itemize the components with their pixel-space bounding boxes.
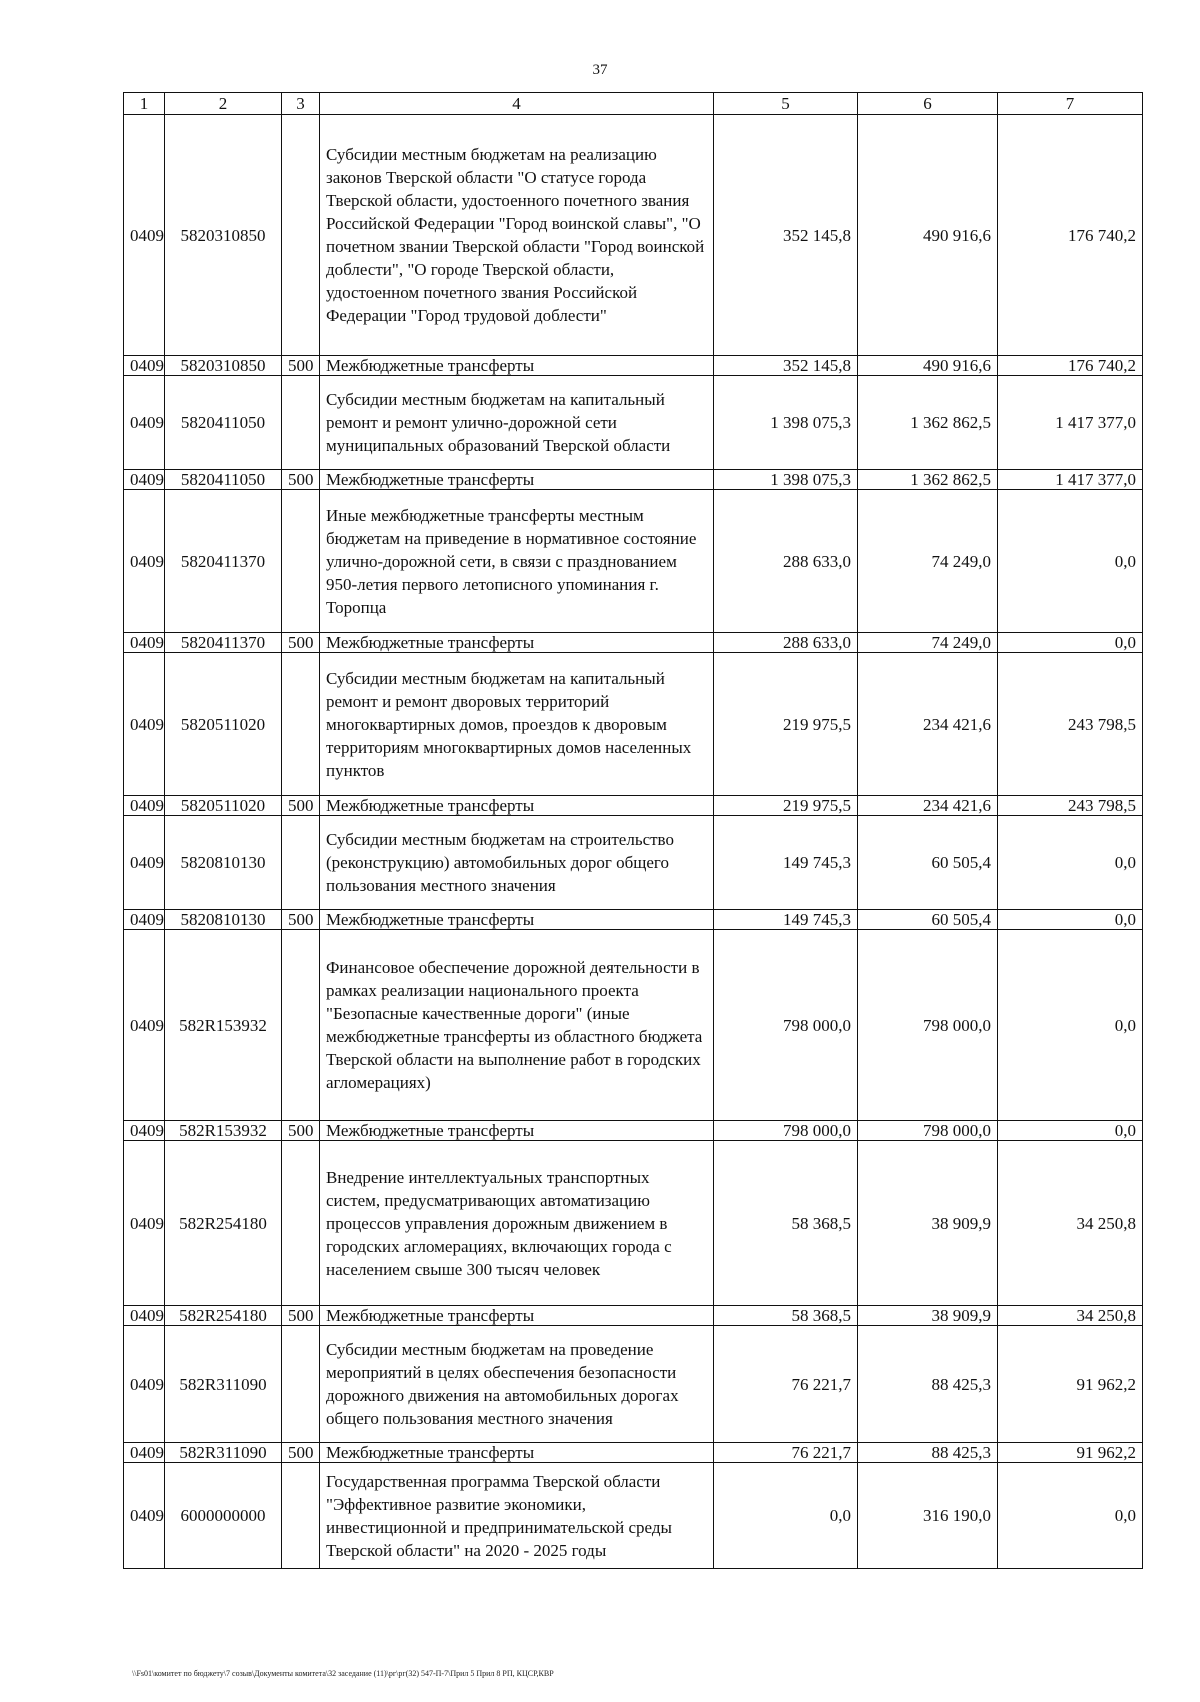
cell-amount-5: 76 221,7 bbox=[714, 1443, 858, 1463]
table-row bbox=[124, 115, 1143, 356]
table-row bbox=[124, 1121, 1143, 1141]
cell-amount-7: 176 740,2 bbox=[998, 356, 1143, 376]
cell-expense-type: 500 bbox=[282, 796, 320, 816]
table-row bbox=[124, 816, 1143, 910]
cell-expense-type bbox=[282, 376, 320, 470]
cell-name: Субсидии местным бюджетам на капитальный ремонт и ремонт дворовых территорий многоквартирных домов, проездов к дворовым территориям многоквартирных домов населенных пунктов bbox=[320, 653, 714, 796]
cell-name: Финансовое обеспечение дорожной деятельности в рамках реализации национального проекта "Безопасные качественные дороги" (иные межбюджетные трансферты из областного бюджета Тверской области на выполнение работ в городских агломерациях) bbox=[320, 930, 714, 1121]
cell-name: Государственная программа Тверской области "Эффективное развитие экономики, инвестиционной и предпринимательской среды Тверской области" на 2020 - 2025 годы bbox=[320, 1463, 714, 1569]
col-header-3: 3 bbox=[282, 93, 320, 115]
cell-name: Иные межбюджетные трансферты местным бюджетам на приведение в нормативное состояние улично-дорожной сети, в связи с празднованием 950-летия первого летописного упоминания г. Торопца bbox=[320, 490, 714, 633]
cell-amount-5: 149 745,3 bbox=[714, 910, 858, 930]
cell-amount-5: 1 398 075,3 bbox=[714, 470, 858, 490]
table-row bbox=[124, 1141, 1143, 1306]
cell-name: Внедрение интеллектуальных транспортных систем, предусматривающих автоматизацию процессов управления дорожным движением в городских агломерациях, включающих города с населением свыше 300 тысяч человек bbox=[320, 1141, 714, 1306]
cell-name: Межбюджетные трансферты bbox=[320, 356, 714, 376]
table-row bbox=[124, 1306, 1143, 1326]
cell-name: Субсидии местным бюджетам на строительство (реконструкцию) автомобильных дорог общего пользования местного значения bbox=[320, 816, 714, 910]
cell-section: 0409 bbox=[124, 1141, 165, 1306]
cell-section: 0409 bbox=[124, 796, 165, 816]
cell-section: 0409 bbox=[124, 1443, 165, 1463]
cell-target-article: 582R311090 bbox=[165, 1326, 282, 1443]
cell-name: Субсидии местным бюджетам на проведение мероприятий в целях обеспечения безопасности дорожного движения на автомобильных дорогах общего пользования местного значения bbox=[320, 1326, 714, 1443]
cell-expense-type bbox=[282, 653, 320, 796]
cell-amount-6: 490 916,6 bbox=[858, 115, 998, 356]
cell-name: Межбюджетные трансферты bbox=[320, 1121, 714, 1141]
cell-target-article: 582R254180 bbox=[165, 1141, 282, 1306]
cell-amount-5: 288 633,0 bbox=[714, 633, 858, 653]
cell-amount-5: 352 145,8 bbox=[714, 356, 858, 376]
cell-name: Межбюджетные трансферты bbox=[320, 1306, 714, 1326]
cell-amount-6: 88 425,3 bbox=[858, 1326, 998, 1443]
cell-amount-7: 0,0 bbox=[998, 816, 1143, 910]
table-row bbox=[124, 470, 1143, 490]
cell-target-article: 582R153932 bbox=[165, 930, 282, 1121]
cell-name: Субсидии местным бюджетам на капитальный ремонт и ремонт улично-дорожной сети муниципальных образований Тверской области bbox=[320, 376, 714, 470]
cell-expense-type bbox=[282, 115, 320, 356]
cell-section: 0409 bbox=[124, 356, 165, 376]
cell-expense-type: 500 bbox=[282, 356, 320, 376]
cell-expense-type: 500 bbox=[282, 1443, 320, 1463]
cell-amount-5: 219 975,5 bbox=[714, 796, 858, 816]
cell-amount-7: 176 740,2 bbox=[998, 115, 1143, 356]
cell-section: 0409 bbox=[124, 1121, 165, 1141]
cell-amount-6: 38 909,9 bbox=[858, 1141, 998, 1306]
cell-amount-5: 288 633,0 bbox=[714, 490, 858, 633]
cell-target-article: 582R153932 bbox=[165, 1121, 282, 1141]
cell-amount-5: 0,0 bbox=[714, 1463, 858, 1569]
cell-amount-7: 243 798,5 bbox=[998, 796, 1143, 816]
cell-target-article: 5820810130 bbox=[165, 910, 282, 930]
cell-section: 0409 bbox=[124, 653, 165, 796]
cell-name: Межбюджетные трансферты bbox=[320, 796, 714, 816]
cell-amount-7: 243 798,5 bbox=[998, 653, 1143, 796]
cell-amount-7: 91 962,2 bbox=[998, 1443, 1143, 1463]
cell-amount-6: 1 362 862,5 bbox=[858, 376, 998, 470]
cell-expense-type: 500 bbox=[282, 633, 320, 653]
budget-table bbox=[123, 92, 1143, 1569]
cell-amount-5: 219 975,5 bbox=[714, 653, 858, 796]
cell-target-article: 582R254180 bbox=[165, 1306, 282, 1326]
col-header-2: 2 bbox=[165, 93, 282, 115]
footer-file-path: \\Fs01\комитет по бюджету\7 созыв\Документы комитета\32 заседание (11)\рг\рг(32) 547-П-7\Прил 5 Прил 8 РП, КЦСР,КВР bbox=[132, 1669, 554, 1678]
cell-amount-7: 0,0 bbox=[998, 633, 1143, 653]
cell-amount-6: 798 000,0 bbox=[858, 930, 998, 1121]
cell-expense-type: 500 bbox=[282, 1121, 320, 1141]
table-row bbox=[124, 633, 1143, 653]
table-row bbox=[124, 910, 1143, 930]
cell-amount-6: 60 505,4 bbox=[858, 910, 998, 930]
cell-amount-6: 88 425,3 bbox=[858, 1443, 998, 1463]
cell-target-article: 5820511020 bbox=[165, 796, 282, 816]
cell-section: 0409 bbox=[124, 115, 165, 356]
cell-target-article: 5820411370 bbox=[165, 490, 282, 633]
cell-name: Межбюджетные трансферты bbox=[320, 633, 714, 653]
cell-expense-type: 500 bbox=[282, 910, 320, 930]
cell-amount-6: 74 249,0 bbox=[858, 633, 998, 653]
header-row bbox=[124, 93, 1143, 115]
cell-expense-type bbox=[282, 816, 320, 910]
table-row bbox=[124, 1443, 1143, 1463]
cell-expense-type bbox=[282, 1463, 320, 1569]
cell-section: 0409 bbox=[124, 490, 165, 633]
cell-name: Межбюджетные трансферты bbox=[320, 1443, 714, 1463]
cell-amount-7: 0,0 bbox=[998, 930, 1143, 1121]
cell-amount-6: 74 249,0 bbox=[858, 490, 998, 633]
cell-target-article: 5820810130 bbox=[165, 816, 282, 910]
cell-amount-7: 34 250,8 bbox=[998, 1141, 1143, 1306]
cell-target-article: 5820310850 bbox=[165, 356, 282, 376]
table-row bbox=[124, 1463, 1143, 1569]
cell-section: 0409 bbox=[124, 1463, 165, 1569]
cell-amount-5: 149 745,3 bbox=[714, 816, 858, 910]
table-row bbox=[124, 376, 1143, 470]
cell-amount-7: 1 417 377,0 bbox=[998, 376, 1143, 470]
table-row bbox=[124, 796, 1143, 816]
cell-amount-7: 34 250,8 bbox=[998, 1306, 1143, 1326]
cell-section: 0409 bbox=[124, 930, 165, 1121]
cell-amount-7: 0,0 bbox=[998, 490, 1143, 633]
cell-amount-6: 38 909,9 bbox=[858, 1306, 998, 1326]
cell-target-article: 582R311090 bbox=[165, 1443, 282, 1463]
cell-amount-7: 0,0 bbox=[998, 910, 1143, 930]
cell-amount-5: 1 398 075,3 bbox=[714, 376, 858, 470]
cell-section: 0409 bbox=[124, 1306, 165, 1326]
cell-target-article: 5820411050 bbox=[165, 470, 282, 490]
col-header-6: 6 bbox=[858, 93, 998, 115]
col-header-7: 7 bbox=[998, 93, 1143, 115]
col-header-5: 5 bbox=[714, 93, 858, 115]
cell-amount-7: 1 417 377,0 bbox=[998, 470, 1143, 490]
cell-amount-6: 234 421,6 bbox=[858, 653, 998, 796]
col-header-1: 1 bbox=[124, 93, 165, 115]
cell-amount-6: 490 916,6 bbox=[858, 356, 998, 376]
cell-amount-5: 798 000,0 bbox=[714, 1121, 858, 1141]
cell-section: 0409 bbox=[124, 816, 165, 910]
cell-amount-5: 58 368,5 bbox=[714, 1141, 858, 1306]
cell-expense-type: 500 bbox=[282, 1306, 320, 1326]
cell-expense-type bbox=[282, 1326, 320, 1443]
cell-name: Субсидии местным бюджетам на реализацию законов Тверской области "О статусе города Тверской области, удостоенного почетного звания Российской Федерации "Город воинской славы", "О почетном звании Тверской области "Город воинской доблести", "О городе Тверской области, удостоенном почетного звания Российской Федерации "Город трудовой доблести" bbox=[320, 115, 714, 356]
cell-name: Межбюджетные трансферты bbox=[320, 910, 714, 930]
cell-target-article: 5820411370 bbox=[165, 633, 282, 653]
cell-amount-6: 60 505,4 bbox=[858, 816, 998, 910]
cell-amount-7: 91 962,2 bbox=[998, 1326, 1143, 1443]
cell-target-article: 6000000000 bbox=[165, 1463, 282, 1569]
cell-section: 0409 bbox=[124, 470, 165, 490]
cell-amount-7: 0,0 bbox=[998, 1463, 1143, 1569]
cell-amount-5: 76 221,7 bbox=[714, 1326, 858, 1443]
cell-amount-6: 234 421,6 bbox=[858, 796, 998, 816]
cell-amount-5: 798 000,0 bbox=[714, 930, 858, 1121]
cell-amount-6: 316 190,0 bbox=[858, 1463, 998, 1569]
cell-target-article: 5820411050 bbox=[165, 376, 282, 470]
cell-target-article: 5820511020 bbox=[165, 653, 282, 796]
cell-section: 0409 bbox=[124, 1326, 165, 1443]
cell-section: 0409 bbox=[124, 633, 165, 653]
table-row bbox=[124, 653, 1143, 796]
cell-section: 0409 bbox=[124, 376, 165, 470]
cell-expense-type bbox=[282, 930, 320, 1121]
cell-expense-type: 500 bbox=[282, 470, 320, 490]
col-header-4: 4 bbox=[320, 93, 714, 115]
cell-amount-6: 798 000,0 bbox=[858, 1121, 998, 1141]
table-row bbox=[124, 1326, 1143, 1443]
cell-expense-type bbox=[282, 1141, 320, 1306]
cell-amount-5: 352 145,8 bbox=[714, 115, 858, 356]
page-number: 37 bbox=[592, 62, 608, 78]
table-row bbox=[124, 930, 1143, 1121]
cell-amount-5: 58 368,5 bbox=[714, 1306, 858, 1326]
cell-amount-7: 0,0 bbox=[998, 1121, 1143, 1141]
cell-target-article: 5820310850 bbox=[165, 115, 282, 356]
cell-name: Межбюджетные трансферты bbox=[320, 470, 714, 490]
cell-section: 0409 bbox=[124, 910, 165, 930]
cell-amount-6: 1 362 862,5 bbox=[858, 470, 998, 490]
table-row bbox=[124, 356, 1143, 376]
table-row bbox=[124, 490, 1143, 633]
cell-expense-type bbox=[282, 490, 320, 633]
